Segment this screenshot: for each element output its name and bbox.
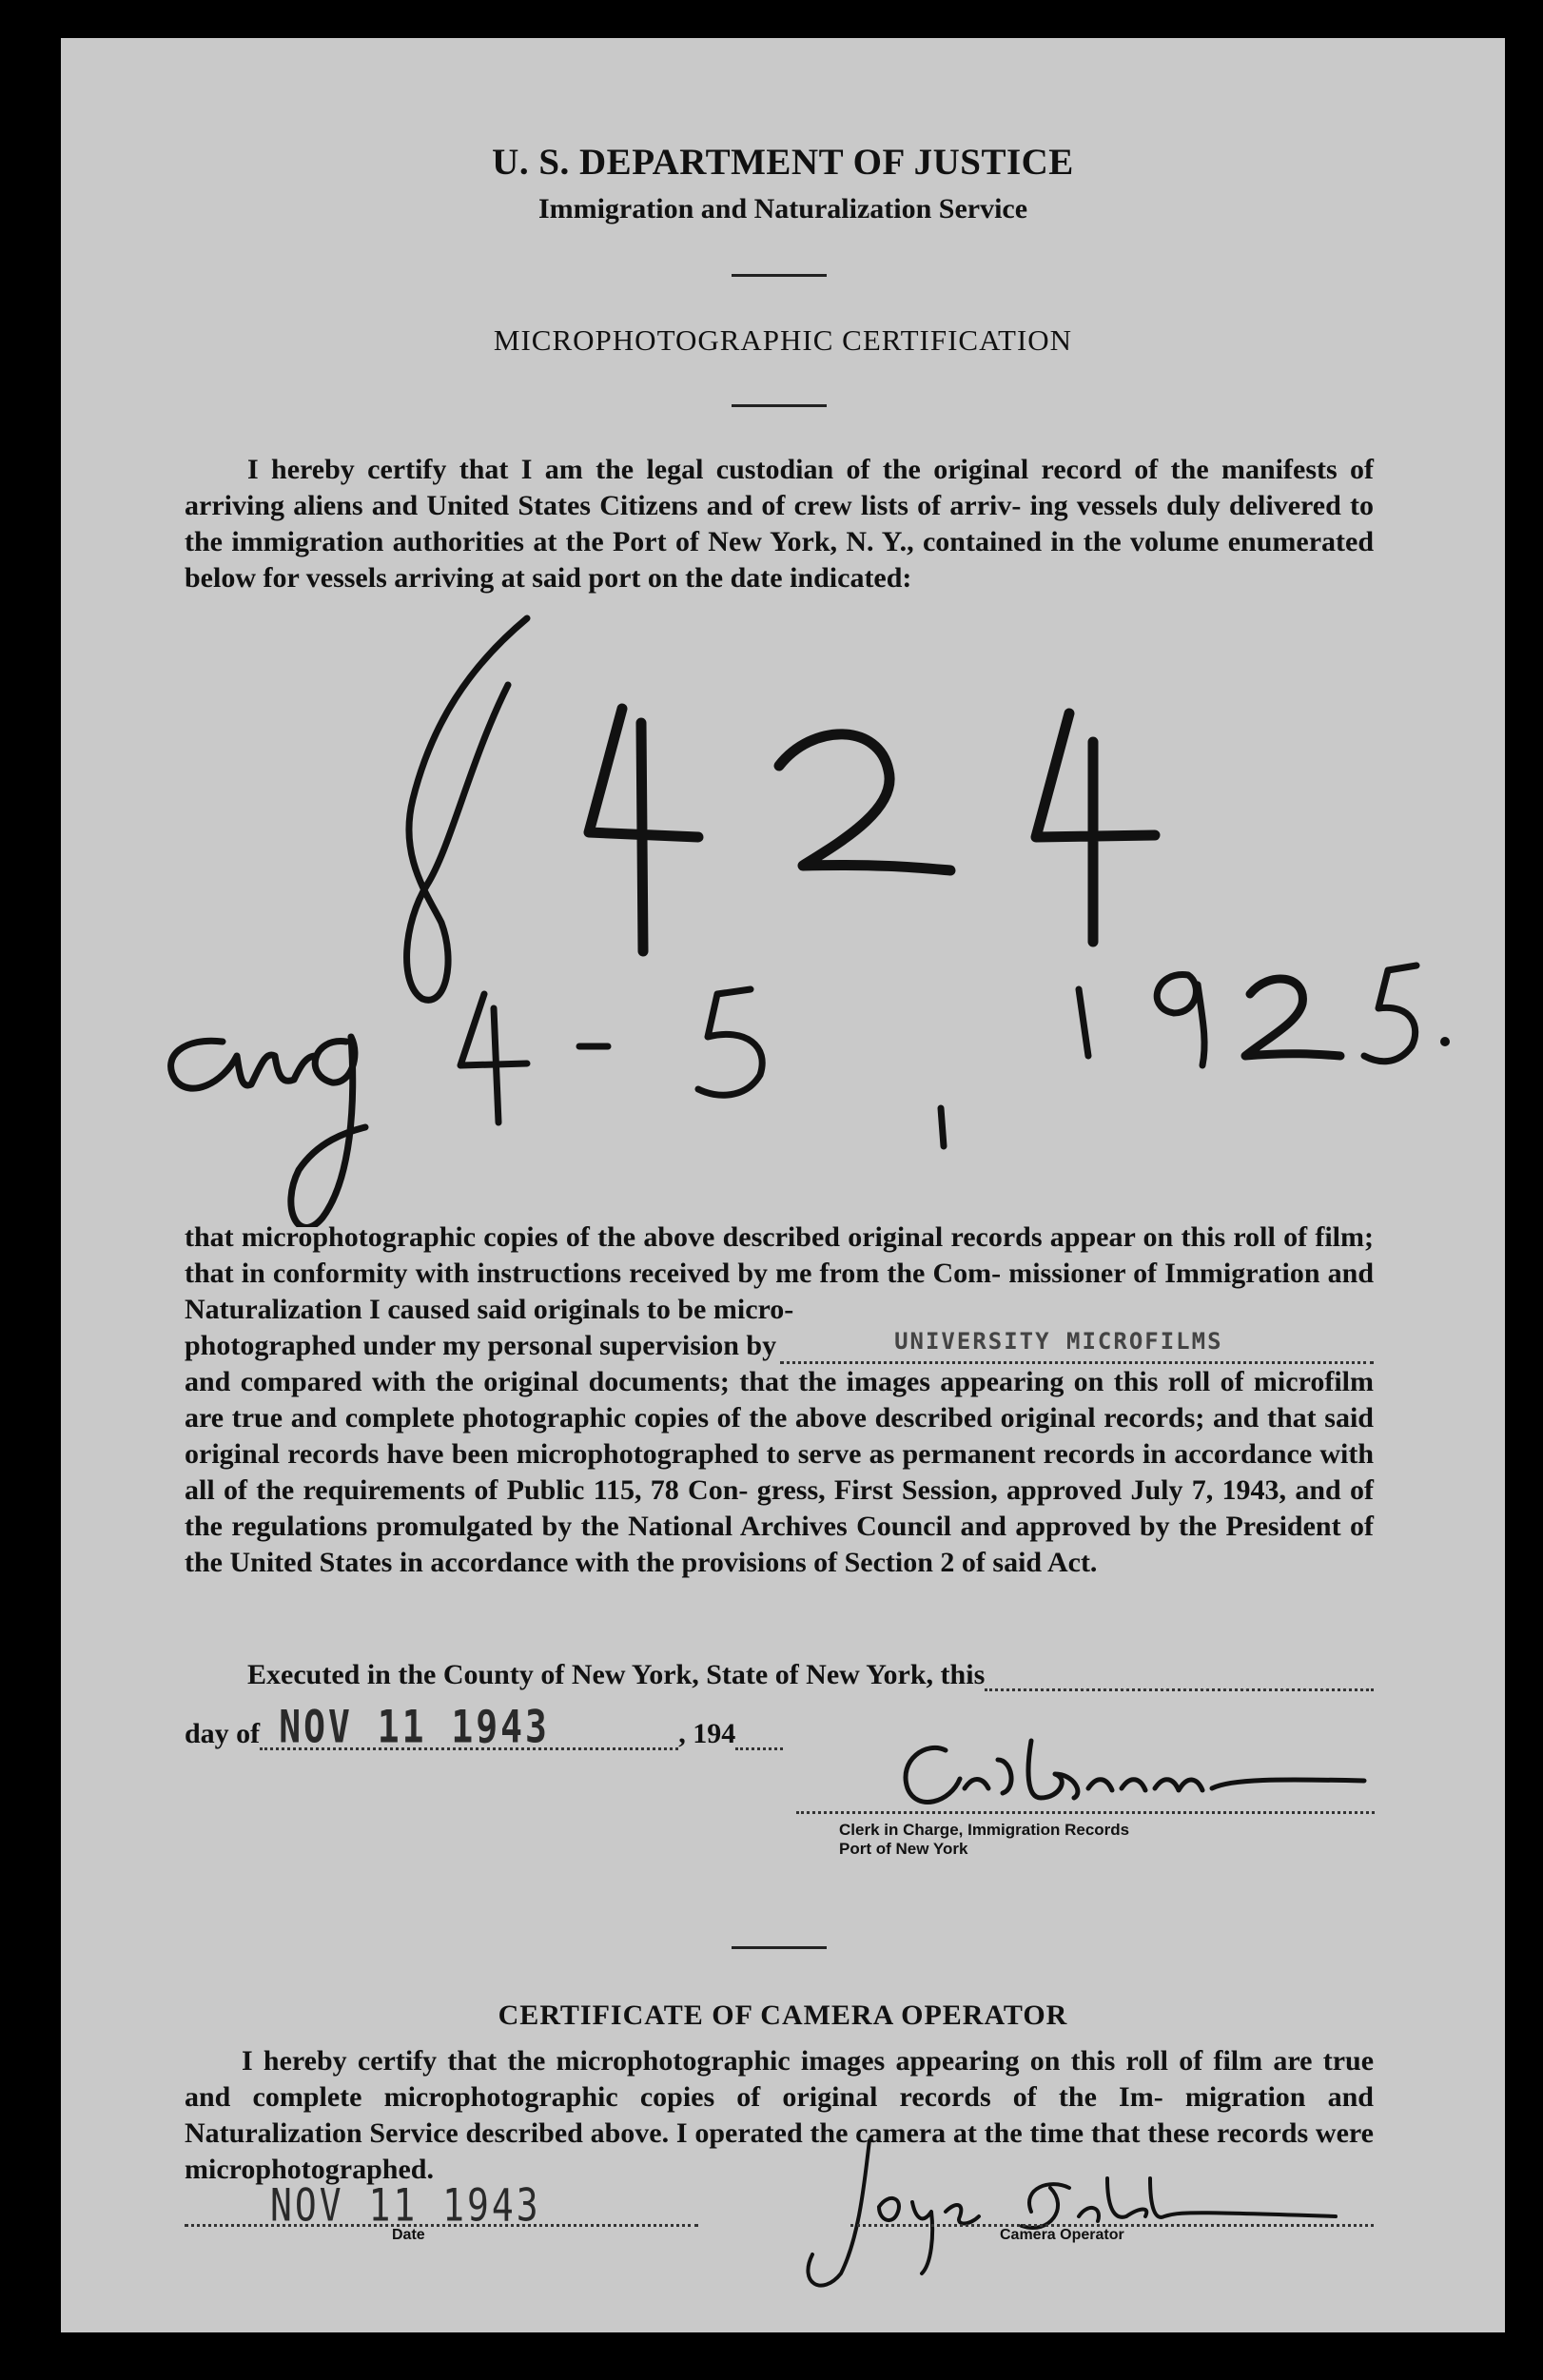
handwritten-digit — [1245, 979, 1340, 1056]
year-field — [735, 1725, 783, 1750]
intro-line: N. Y., contained in the volume enumerated below for vessels arriving at said port on — [185, 526, 1374, 594]
handwritten-word — [171, 1037, 365, 1227]
certification-title: MICROPHOTOGRAPHIC CERTIFICATION — [493, 323, 1073, 357]
operator-date-stamp: NOV 11 1943 — [270, 2178, 541, 2232]
executed-line — [247, 1659, 1374, 1691]
body-line: gress, First Session, approved July 7, 1943, and of the regulations promulgated by the — [185, 1474, 1374, 1542]
handwritten-digit — [698, 989, 762, 1095]
service-subheading: Immigration and Naturalization Service — [537, 193, 1028, 224]
camera-operator-title: CERTIFICATE OF CAMERA OPERATOR — [498, 2000, 1068, 2031]
body-line: National Archives Council and approved by the President of the United States in — [185, 1511, 1375, 1578]
camera-line: I hereby certify that the microphotographic images appearing on this roll of — [242, 2045, 1203, 2077]
body-line: accordance with the provisions of Section 2 of said Act. — [430, 1547, 1098, 1578]
handwritten-digit — [1079, 989, 1088, 1056]
day-of-label: day of — [185, 1718, 261, 1749]
handwritten-digit — [407, 618, 527, 1000]
body-line: records; and that said original records have been microphotographed to serve as — [185, 1402, 1374, 1470]
executed-day-field — [985, 1666, 1374, 1691]
divider — [732, 1946, 827, 1949]
executed-text: Executed in the County of New York, State of New York, this — [247, 1659, 986, 1690]
date-label: Date — [392, 2227, 425, 2243]
clerk-signature-line — [796, 1807, 1375, 1814]
camera-line: time that these records were microphotographed. — [185, 2117, 1374, 2185]
handwritten-digit — [460, 994, 527, 1122]
supervisor-field — [780, 1328, 1374, 1364]
body-line: permanent records in accordance with all of the requirements of Public 115, 78 Con- — [185, 1438, 1375, 1506]
divider — [732, 274, 827, 277]
handwritten-digit — [1157, 975, 1204, 1065]
date-field — [260, 1700, 678, 1753]
date-stamp: NOV 11 1943 — [279, 1700, 550, 1753]
body-line: roll of film; that in conformity with instructions received by me from the Com- — [185, 1221, 1374, 1289]
body-line: and compared with the original documents; that the images appearing on this roll of — [185, 1366, 1244, 1397]
supervisor-stamp: UNIVERSITY MICROFILMS — [894, 1328, 1223, 1355]
body-line: microfilm are true and complete photographic copies of the above described original — [185, 1366, 1374, 1434]
intro-paragraph — [185, 452, 1374, 596]
handwritten-digit — [589, 709, 698, 951]
handwritten-digit — [1036, 713, 1155, 942]
year-prefix: , 194 — [678, 1718, 736, 1749]
certificate-page — [61, 38, 1505, 2332]
handwritten-digit — [1364, 966, 1416, 1062]
body-paragraph — [185, 1219, 1374, 1581]
department-heading: U. S. DEPARTMENT OF JUSTICE — [492, 142, 1074, 183]
supervisor-line — [185, 1328, 1374, 1364]
intro-line: the date indicated: — [685, 562, 912, 594]
day-of-line — [185, 1700, 879, 1753]
handwritten-volume-entry — [61, 609, 1505, 1227]
divider — [732, 404, 827, 407]
handwritten-period — [1440, 1037, 1450, 1046]
clerk-title: Clerk in Charge, Immigration Records — [839, 1821, 1130, 1839]
body-line: that microphotographic copies of the above described original records appear on this — [185, 1221, 1226, 1253]
intro-line: ing vessels duly delivered to the immigration authorities at the Port of New York, — [185, 490, 1375, 557]
body-line: photographed under my personal supervision by — [185, 1330, 777, 1361]
intro-line: manifests of arriving aliens and United States Citizens and of crew lists of arriv- — [185, 454, 1374, 521]
intro-line: I hereby certify that I am the legal custodian of the original record of the — [247, 454, 1209, 485]
camera-line: film are true and complete microphotographic copies of original records of the Im- — [185, 2045, 1375, 2113]
camera-line: migration and Naturalization Service described above. I operated the camera at the — [185, 2081, 1374, 2149]
handwritten-comma — [941, 1108, 944, 1146]
clerk-location: Port of New York — [839, 1840, 968, 1858]
operator-signature — [765, 2121, 1355, 2302]
body-line: missioner of Immigration and Naturalization I caused said originals to be micro- — [185, 1258, 1374, 1325]
handwritten-digit — [779, 734, 950, 870]
camera-operator-label: Camera Operator — [1000, 2227, 1124, 2243]
